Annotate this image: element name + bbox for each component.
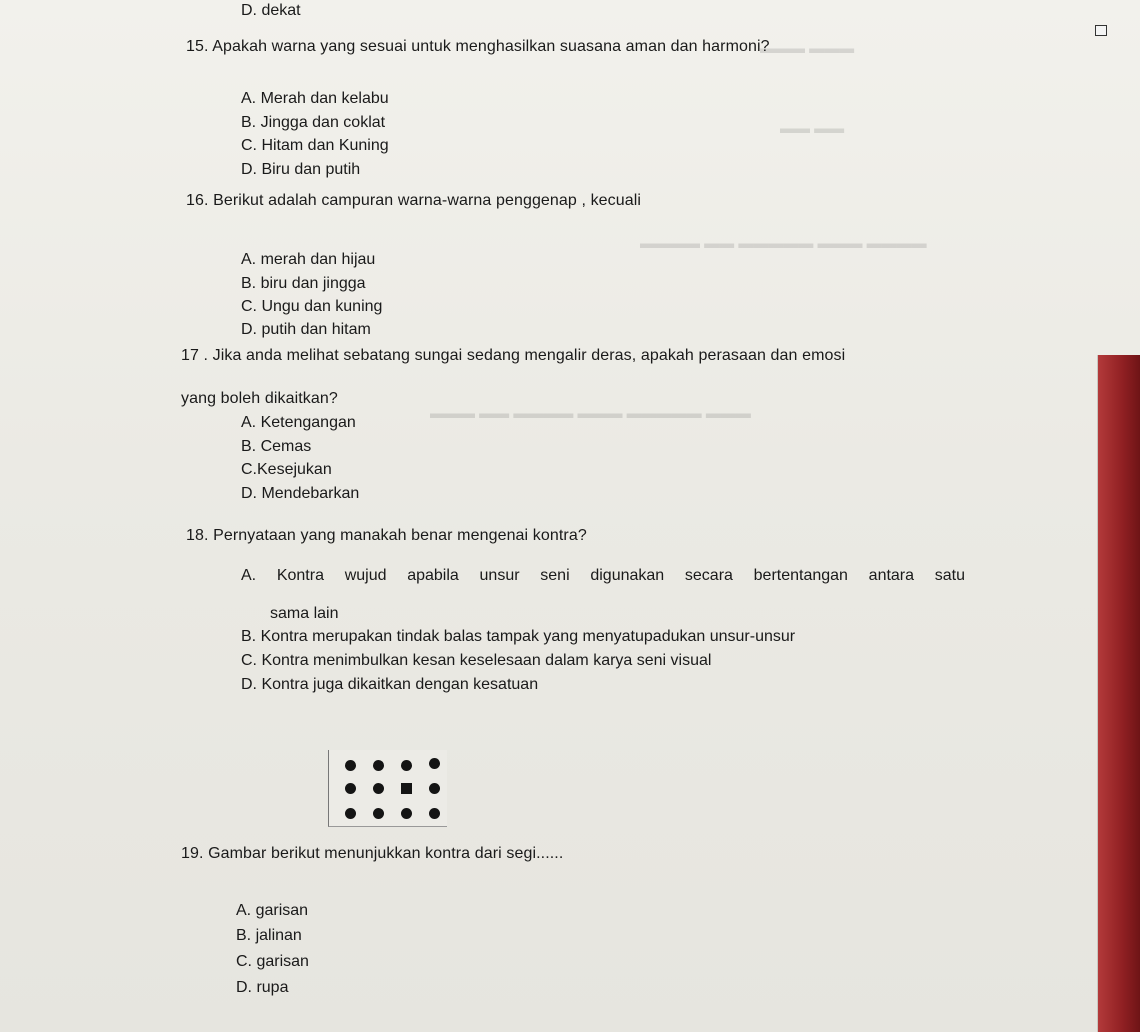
previous-option-fragment: D. dekat: [241, 2, 301, 19]
bleed-through-text: ▬▬ ▬▬: [780, 120, 845, 137]
q16-option-a[interactable]: A. merah dan hijau: [241, 251, 376, 268]
q19-option-c[interactable]: C. garisan: [236, 953, 309, 970]
q17-option-d[interactable]: D. Mendebarkan: [241, 485, 360, 502]
q19-option-a[interactable]: A. garisan: [236, 902, 309, 919]
q15-option-c[interactable]: C. Hitam dan Kuning: [241, 137, 389, 154]
red-background-edge: [1097, 355, 1140, 1032]
question-17-line-2: yang boleh dikaitkan?: [181, 390, 338, 407]
bleed-through-text: ▬▬▬▬ ▬▬▬ ▬▬▬▬▬ ▬▬ ▬▬▬▬: [640, 235, 927, 252]
question-19: 19. Gambar berikut menunjukkan kontra dari segi......: [181, 845, 564, 862]
circle-shape: [401, 808, 412, 819]
circle-shape: [345, 808, 356, 819]
q15-option-a[interactable]: A. Merah dan kelabu: [241, 90, 389, 107]
q18-option-a-line-2[interactable]: sama lain: [270, 605, 339, 622]
q17-option-b[interactable]: B. Cemas: [241, 438, 312, 455]
q16-option-d[interactable]: D. putih dan hitam: [241, 321, 371, 338]
question-17-line-1: 17 . Jika anda melihat sebatang sungai sedang mengalir deras, apakah perasaan dan emosi: [181, 347, 846, 364]
q15-option-d[interactable]: D. Biru dan putih: [241, 161, 361, 178]
circle-shape: [429, 808, 440, 819]
q17-option-c[interactable]: C.Kesejukan: [241, 461, 332, 478]
q18-option-c[interactable]: C. Kontra menimbulkan kesan keselesaan dalam karya seni visual: [241, 652, 712, 669]
bleed-through-text: ▬▬▬ ▬▬▬▬▬ ▬▬▬ ▬▬▬▬ ▬▬ ▬▬▬: [430, 405, 751, 422]
circle-shape: [373, 808, 384, 819]
q19-option-b[interactable]: B. jalinan: [236, 927, 302, 944]
q18-option-d[interactable]: D. Kontra juga dikaitkan dengan kesatuan: [241, 676, 539, 693]
q18-option-a-line-1[interactable]: A. Kontra wujud apabila unsur seni digunakan secara bertentangan antara satu: [241, 567, 965, 584]
question-16: 16. Berikut adalah campuran warna-warna penggenap , kecuali: [186, 192, 642, 209]
circle-shape: [429, 758, 440, 769]
circle-shape: [429, 783, 440, 794]
question-15: 15. Apakah warna yang sesuai untuk menghasilkan suasana aman dan harmoni?: [186, 38, 770, 55]
q16-option-c[interactable]: C. Ungu dan kuning: [241, 298, 383, 315]
circle-shape: [345, 760, 356, 771]
q17-option-a[interactable]: A. Ketengangan: [241, 414, 356, 431]
square-shape: [401, 783, 412, 794]
circle-shape: [345, 783, 356, 794]
contrast-shape-figure: [328, 750, 447, 827]
circle-shape: [373, 783, 384, 794]
q19-option-d[interactable]: D. rupa: [236, 979, 289, 996]
bleed-through-text: ▬▬▬ ▬▬▬: [760, 40, 855, 57]
checkbox-icon: [1095, 25, 1107, 36]
q16-option-b[interactable]: B. biru dan jingga: [241, 275, 366, 292]
circle-shape: [401, 760, 412, 771]
page-corner: [1080, 0, 1140, 70]
question-18: 18. Pernyataan yang manakah benar mengenai kontra?: [186, 527, 587, 544]
q18-option-b[interactable]: B. Kontra merupakan tindak balas tampak yang menyatupadukan unsur-unsur: [241, 628, 796, 645]
q15-option-b[interactable]: B. Jingga dan coklat: [241, 114, 386, 131]
circle-shape: [373, 760, 384, 771]
